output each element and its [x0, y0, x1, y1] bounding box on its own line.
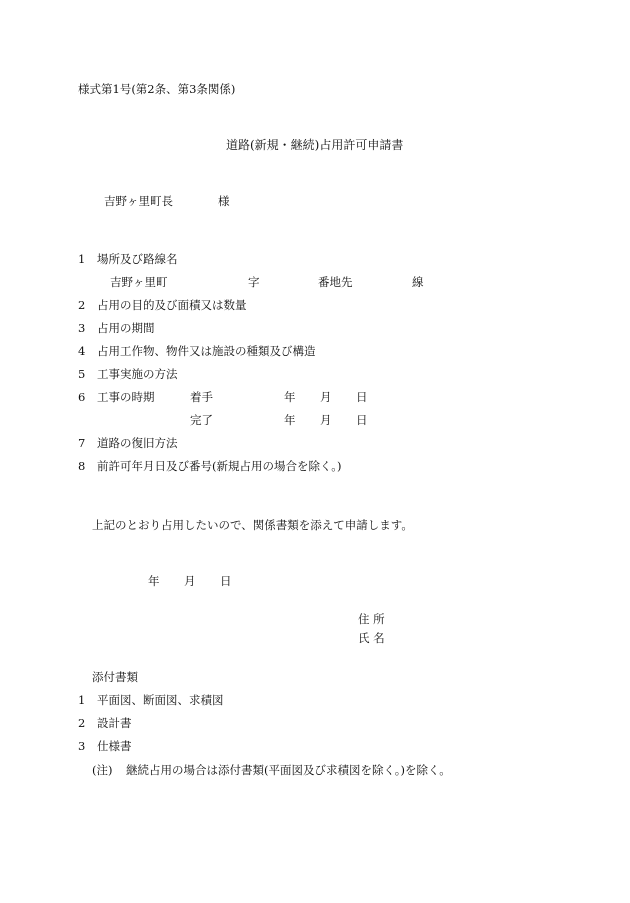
item-5-label: 工事実施の方法	[97, 367, 178, 381]
item-4-label: 占用工作物、物件又は施設の種類及び構造	[97, 344, 316, 358]
form-label: 様式第1号(第2条、第3条関係)	[78, 82, 236, 96]
item-4-number: 4	[78, 344, 86, 358]
item-1-number: 1	[78, 252, 86, 266]
application-statement: 上記のとおり占用したいので、関係書類を添えて申請します。	[92, 518, 413, 532]
location-banchi: 番地先	[318, 275, 353, 289]
attachment-3-label: 仕様書	[97, 739, 132, 753]
location-aza: 字	[248, 275, 260, 289]
construction-start-label: 着手	[190, 390, 213, 404]
construction-start-month: 月	[320, 390, 332, 404]
attachment-3-number: 3	[78, 739, 86, 753]
item-6-label: 工事の時期	[97, 390, 155, 404]
item-2-label: 占用の目的及び面積又は数量	[97, 298, 247, 312]
item-5-number: 5	[78, 367, 86, 381]
location-town: 吉野ヶ里町	[110, 275, 168, 289]
item-1-label: 場所及び路線名	[97, 252, 178, 266]
attachment-2-label: 設計書	[97, 716, 132, 730]
location-sen: 線	[412, 275, 424, 289]
attachment-2-number: 2	[78, 716, 86, 730]
item-8-number: 8	[78, 459, 86, 473]
date-month: 月	[184, 574, 196, 588]
addressee-name: 吉野ヶ里町長	[104, 194, 173, 208]
date-year: 年	[148, 574, 160, 588]
attachment-1-label: 平面図、断面図、求積図	[97, 693, 224, 707]
date-day: 日	[220, 574, 232, 588]
construction-start-year: 年	[284, 390, 296, 404]
applicant-name-label: 氏 名	[358, 631, 385, 645]
item-7-label: 道路の復旧方法	[97, 436, 178, 450]
addressee-honorific: 様	[218, 194, 230, 208]
applicant-address-label: 住 所	[358, 612, 385, 626]
item-3-number: 3	[78, 321, 86, 335]
item-7-number: 7	[78, 436, 86, 450]
note-text: 継続占用の場合は添付書類(平面図及び求積図を除く。)を除く。	[126, 763, 451, 777]
attachment-1-number: 1	[78, 693, 86, 707]
construction-start-day: 日	[356, 390, 368, 404]
note-label: (注)	[92, 763, 113, 777]
attachments-heading: 添付書類	[92, 670, 138, 684]
construction-end-year: 年	[284, 413, 296, 427]
document-title: 道路(新規・継続)占用許可申請書	[226, 138, 404, 152]
item-8-label: 前許可年月日及び番号(新規占用の場合を除く。)	[97, 459, 342, 473]
construction-end-day: 日	[356, 413, 368, 427]
item-3-label: 占用の期間	[97, 321, 155, 335]
construction-end-label: 完了	[190, 413, 213, 427]
item-6-number: 6	[78, 390, 86, 404]
item-2-number: 2	[78, 298, 86, 312]
construction-end-month: 月	[320, 413, 332, 427]
